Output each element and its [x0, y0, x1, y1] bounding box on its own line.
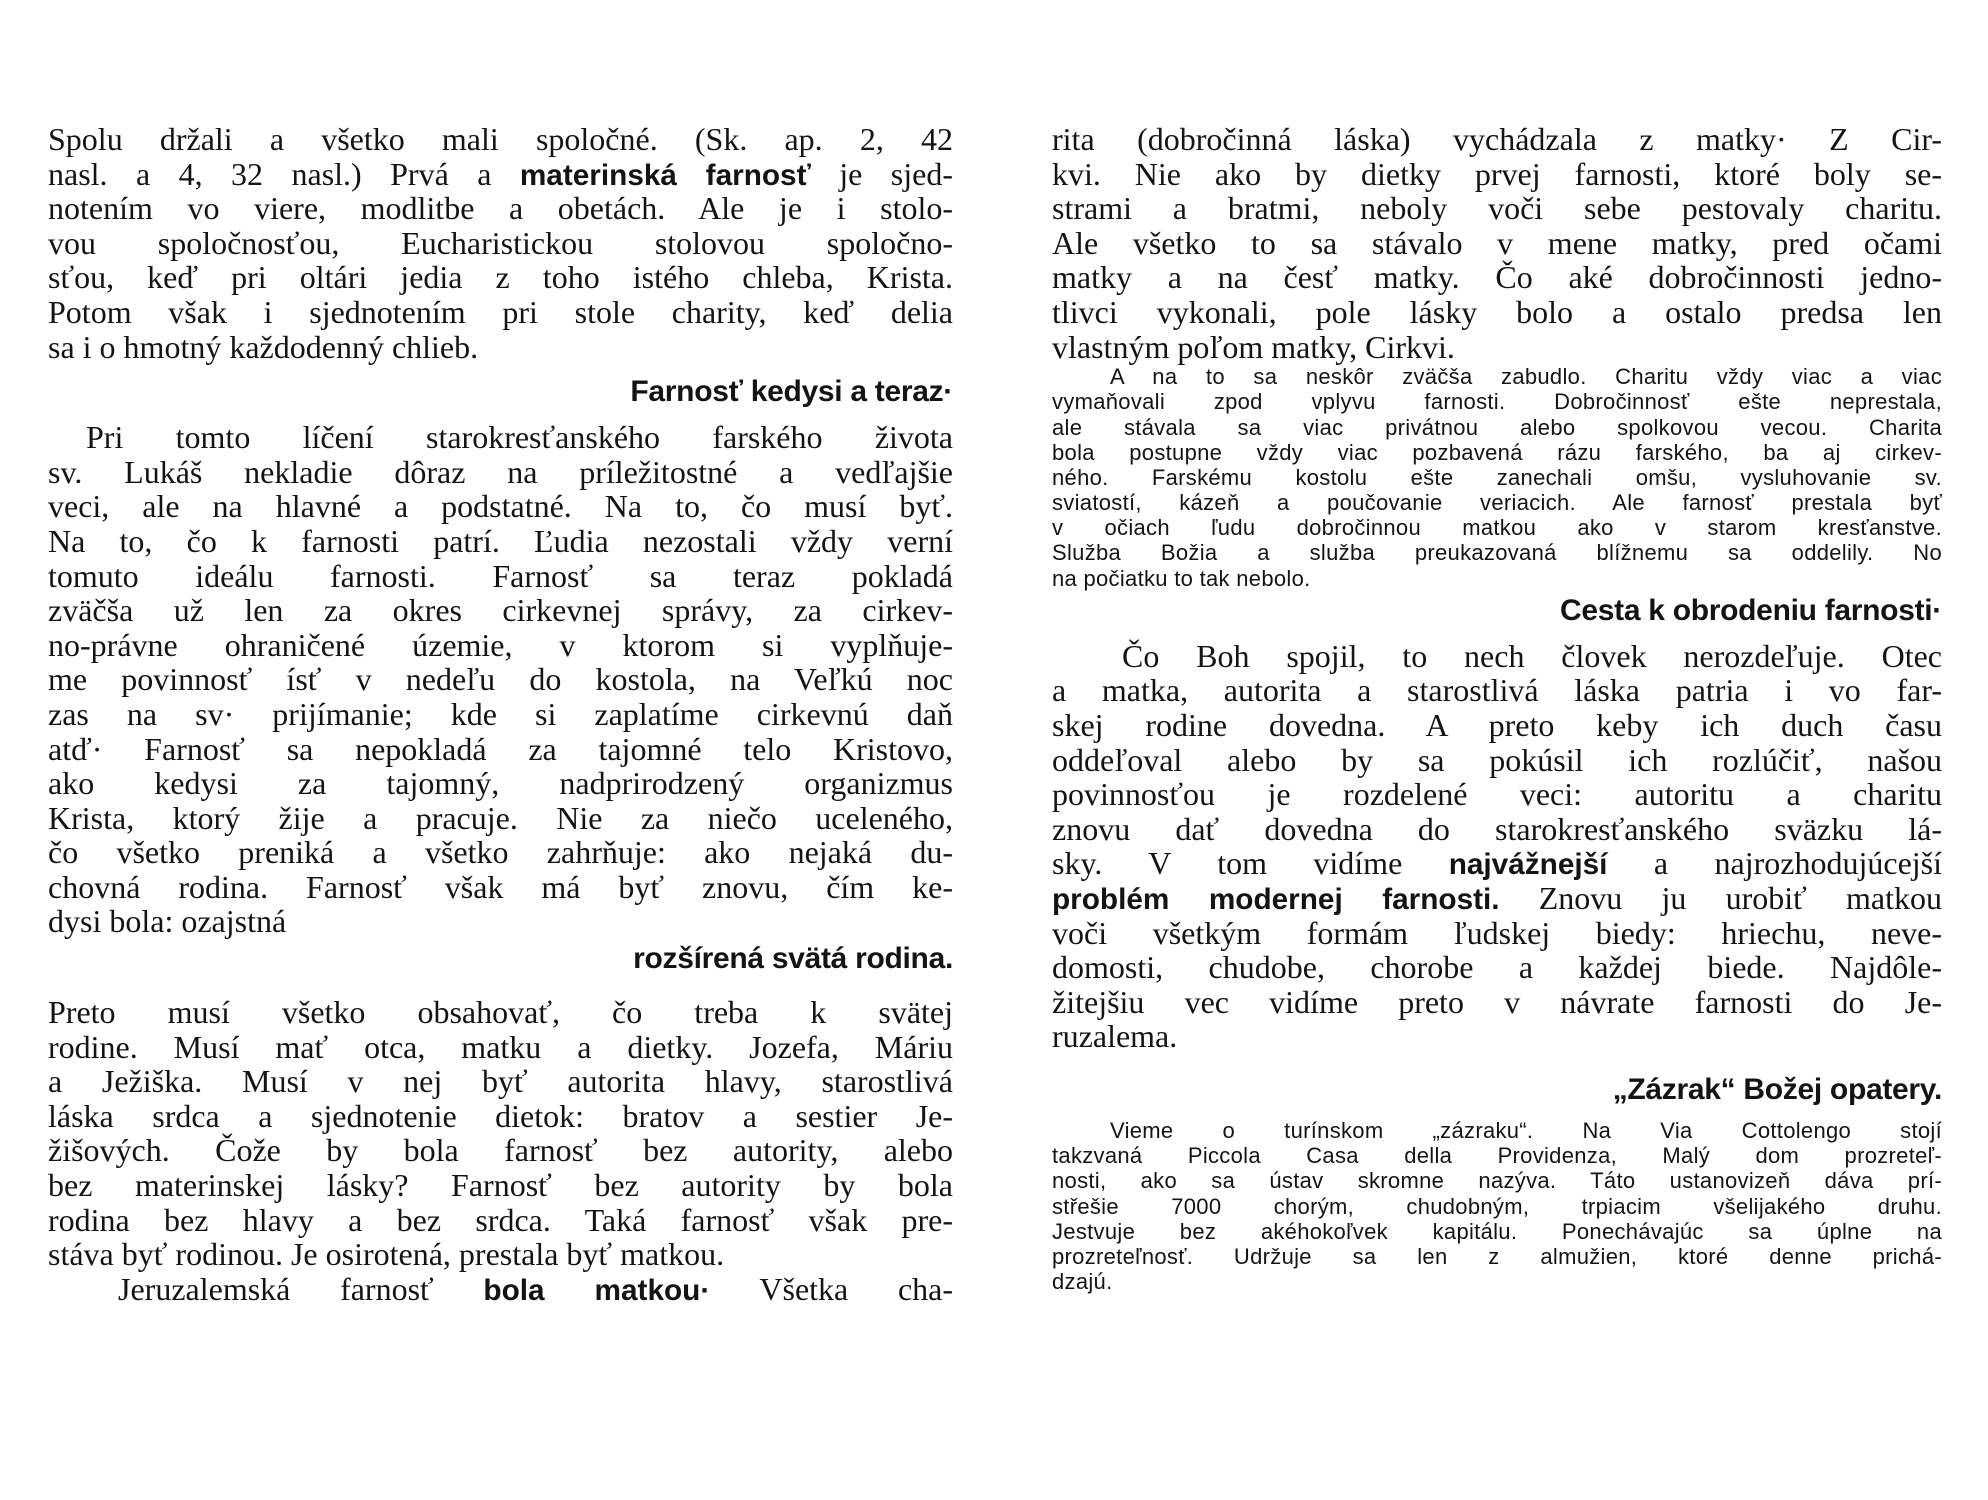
text-line: sky. V tom vidíme najvážnejší a najrozhodujúcejší	[1052, 845, 1942, 882]
left-column	[48, 122, 953, 1306]
bold-phrase: najvážnejší	[1448, 848, 1608, 882]
text-line: čo všetko preniká a všetko zahrňuje: ako nejaká du-	[48, 834, 953, 871]
bold-phrase: problém modernej farnosti.	[1052, 883, 1500, 916]
small-text-line: na počiatku to tak nebolo.	[1052, 565, 1311, 591]
text-line: láska srdca a sjednotenie dietok: bratov a sestier Je-	[48, 1097, 953, 1134]
small-text-line: v očiach ľudu dobročinnou matkou ako v starom kresťanstve.	[1052, 515, 1942, 541]
small-print-paragraph	[1052, 364, 1942, 591]
text-line: notením vo viere, modlitbe a obetách. Ale je i stolo-	[48, 190, 953, 227]
text-line: atď· Farnosť sa nepokladá za tajomné telo Kristovo,	[48, 730, 953, 767]
text-line: Potom však i sjednotením pri stole charity, keď delia	[48, 293, 953, 330]
text-line: no-právne ohraničené územie, v ktorom si vyplňuje-	[48, 626, 953, 663]
text-line: sťou, keď pri oltári jedia z toho istého chleba, Krista.	[48, 259, 953, 296]
paragraph	[1052, 639, 1942, 1054]
text-line: sa i o hmotný každodenný chlieb.	[48, 328, 479, 365]
text-line: povinnosťou je rozdelené veci: autoritu a charitu	[1052, 776, 1942, 813]
text-line: znovu dať dovedna do starokresťanského sväzku lá-	[1052, 810, 1942, 847]
paragraph	[48, 995, 953, 1272]
text-line: kvi. Nie ako by dietky prvej farnosti, ktoré boly se-	[1052, 155, 1942, 192]
paragraph	[1052, 122, 1942, 364]
text-line: oddeľoval alebo by sa pokúsil ich rozlúčiť, našou	[1052, 741, 1942, 778]
text-line: Čo Boh spojil, to nech človek nerozdeľuje. Otec	[1122, 637, 1942, 674]
text-line: domosti, chudobe, chorobe a každej biede. Najdôle-	[1052, 949, 1942, 986]
text-line: Preto musí všetko obsahovať, čo treba k svätej	[48, 994, 953, 1031]
text-line: tlivci vykonali, pole lásky bolo a ostalo predsa len	[1052, 293, 1942, 330]
section-heading: rozšírená svätá rodina.	[633, 942, 953, 976]
small-text-line: sviatostí, kázeň a poučovanie veriacich. Ale farnosť prestala byť	[1052, 490, 1942, 516]
paragraph	[48, 122, 953, 364]
section-heading: „Zázrak“ Božej opatery.	[1612, 1072, 1942, 1106]
small-text-line: A na to sa neskôr zväčša zabudlo. Charitu vždy viac a viac	[1110, 364, 1942, 390]
text-line: problém modernej farnosti. Znovu ju urobiť matkou	[1052, 880, 1943, 916]
text-line: Ale všetko to sa stávalo v mene matky, pred očami	[1052, 224, 1942, 261]
text-line: rita (dobročinná láska) vychádzala z matky· Z Cir-	[1052, 121, 1942, 157]
section-heading: Farnosť kedysi a teraz·	[630, 375, 953, 409]
right-column	[1052, 122, 1942, 1294]
small-text-line: nosti, ako sa ústav skromne nazýva. Táto ustanovizeň dáva prí-	[1052, 1168, 1942, 1194]
text-line: a Ježiška. Musí v nej byť autorita hlavy, starostlivá	[48, 1063, 953, 1100]
text-line: nasl. a 4, 32 nasl.) Prvá a materinská farnosť je sjed-	[48, 155, 954, 192]
bold-phrase: bola matkou·	[483, 1273, 711, 1307]
small-text-line: ného. Farskému kostolu ešte zanechali omšu, vysluhovanie sv.	[1052, 464, 1942, 490]
text-line: žitejšiu vec vidíme preto v návrate farnosti do Je-	[1052, 983, 1942, 1020]
text-line: rodine. Musí mať otca, matku a dietky. Jozefa, Máriu	[48, 1028, 953, 1065]
text-line: sv. Lukáš nekladie dôraz na príležitostné a vedľajšie	[48, 453, 953, 490]
small-text-line: vymaňovali zpod vplyvu farnosti. Dobročinnosť ešte neprestala,	[1052, 389, 1942, 415]
small-print-paragraph	[1052, 1118, 1942, 1294]
small-text-line: bola postupne vždy viac pozbavená rázu farského, ba aj cirkev-	[1052, 439, 1942, 465]
text-line: voči všetkým formám ľudskej biedy: hriechu, neve-	[1052, 914, 1942, 951]
small-text-line: dzajú.	[1052, 1269, 1113, 1295]
text-line: ruzalema.	[1052, 1018, 1178, 1055]
small-text-line: Služba Božia a služba preukazovaná blížnemu sa oddelily. No	[1052, 540, 1942, 566]
section-heading: Cesta k obrodeniu farnosti·	[1560, 593, 1942, 627]
text-line: zväčša už len za okres cirkevnej správy, za cirkev-	[48, 592, 953, 629]
text-line: bez materinskej lásky? Farnosť bez autority by bola	[48, 1167, 953, 1204]
text-line: Spolu držali a všetko mali spoločné. (Sk. ap. 2, 42	[48, 121, 953, 157]
text-line: ako kedysi za tajomný, nadprirodzený organizmus	[48, 765, 953, 802]
text-line: strami a bratmi, neboly voči sebe pestovaly charitu.	[1052, 190, 1942, 227]
text-line: Pri tomto líčení starokresťanského farského života	[86, 419, 953, 456]
text-line: veci, ale na hlavné a podstatné. Na to, čo musí byť.	[48, 488, 953, 525]
text-line: chovná rodina. Farnosť však má byť znovu, čím ke-	[48, 868, 953, 905]
text-line: Na to, čo k farnosti patrí. Ľudia nezostali vždy verní	[48, 522, 953, 559]
text-line: vou spoločnosťou, Eucharistickou stolovou spoločno-	[48, 224, 953, 261]
small-text-line: střešie 7000 chorým, chudobným, trpiacim všelijakého druhu.	[1052, 1193, 1942, 1219]
small-text-line: Vieme o turínskom „zázraku“. Na Via Cottolengo stojí	[1110, 1117, 1942, 1143]
text-line: vlastným poľom matky, Cirkvi.	[1052, 328, 1455, 365]
small-text-line: Jestvuje bez akéhokoľvek kapitálu. Ponechávajúc sa úplne na	[1052, 1218, 1942, 1244]
small-text-line: prozreteľnosť. Udržuje sa len z almužien, ktoré denne prichá-	[1052, 1243, 1942, 1269]
text-line: stáva byť rodinou. Je osirotená, prestala byť matkou.	[48, 1236, 725, 1273]
text-line: matky a na česť matky. Čo aké dobročinnosti jedno-	[1052, 259, 1942, 296]
text-line: Jeruzalemská farnosť bola matkou· Všetka cha-	[118, 1270, 954, 1307]
small-text-line: ale stávala sa viac privátnou alebo spolkovou vecou. Charita	[1052, 414, 1942, 440]
text-line: skej rodine dovedna. A preto keby ich duch času	[1052, 707, 1942, 744]
paragraph	[48, 420, 953, 939]
text-line: dysi bola: ozajstná	[48, 903, 287, 940]
text-line: rodina bez hlavy a bez srdca. Taká farnosť však pre-	[48, 1201, 953, 1238]
text-line: a matka, autorita a starostlivá láska patria i vo far-	[1052, 672, 1942, 709]
text-line: Krista, ktorý žije a pracuje. Nie za niečo uceleného,	[48, 799, 953, 836]
small-text-line: takzvaná Piccola Casa della Providenza, Malý dom prozreteľ-	[1052, 1143, 1942, 1169]
text-line: tomuto ideálu farnosti. Farnosť sa teraz pokladá	[48, 557, 953, 594]
bold-phrase: materinská farnosť	[519, 158, 811, 192]
paragraph	[48, 1272, 953, 1307]
text-line: zas na sv· prijímanie; kde si zaplatíme cirkevnú daň	[48, 695, 953, 732]
text-line: žišových. Čože by bola farnosť bez autority, alebo	[48, 1132, 953, 1169]
text-line: me povinnosť ísť v nedeľu do kostola, na Veľkú noc	[48, 661, 953, 698]
